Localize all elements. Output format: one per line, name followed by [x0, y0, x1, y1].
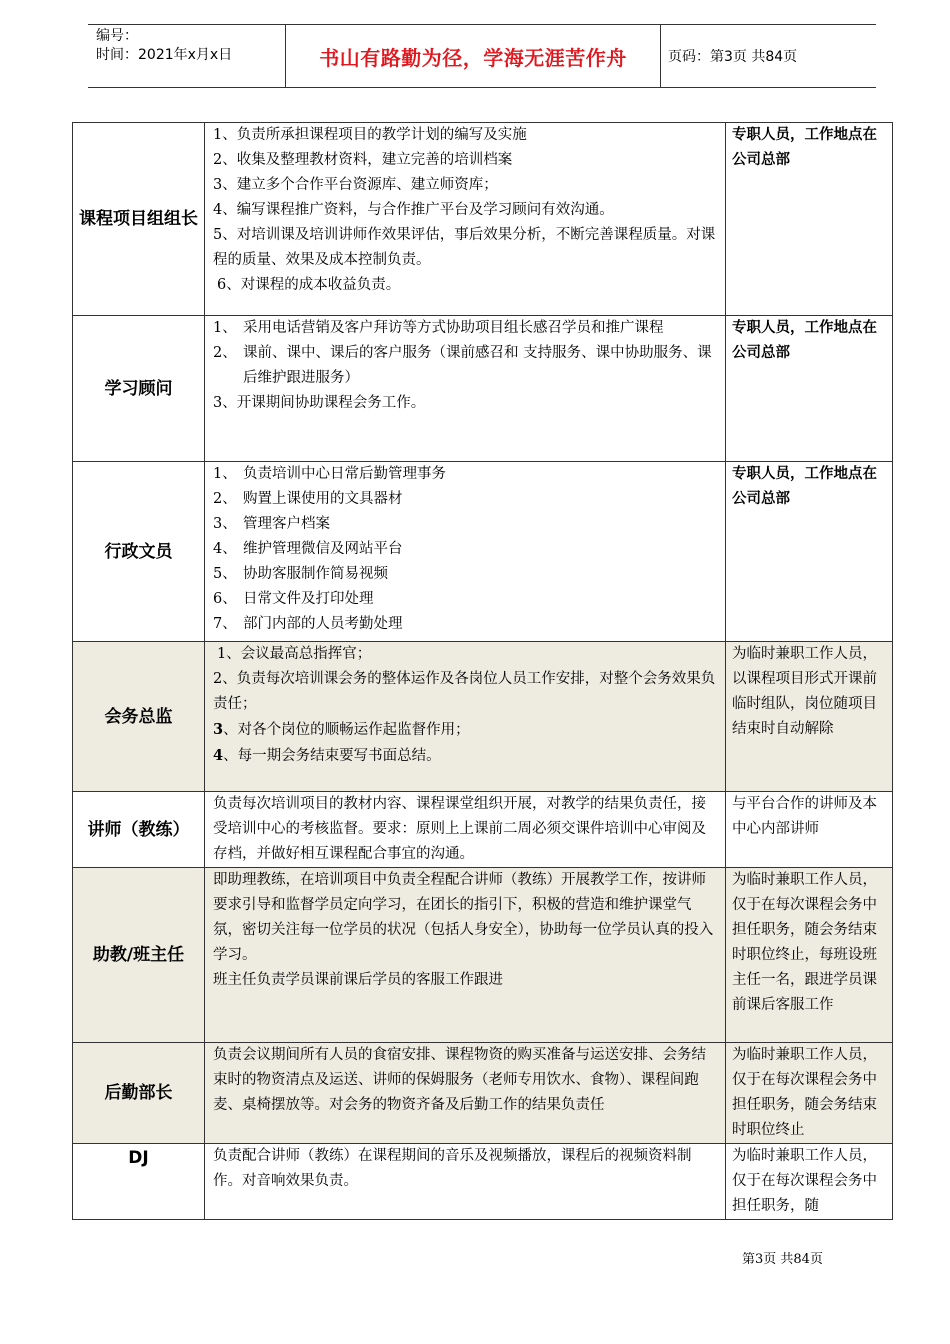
table-row — [73, 1144, 893, 1220]
item-text: 负责培训中心日常后勤管理事务 — [243, 466, 446, 482]
page-header — [88, 24, 876, 88]
table-row — [73, 1043, 893, 1144]
duty-item: 2、负责每次培训课会务的整体运作及各岗位人员工作安排，对整个会务效果负责任； — [213, 671, 716, 712]
item-text: 采用电话营销及客户拜访等方式协助项目组长感召学员和推广课程 — [243, 320, 664, 336]
item-text: 协助客服制作简易视频 — [243, 566, 388, 582]
duty-cell — [205, 123, 726, 316]
duty-cell — [205, 868, 726, 1043]
duty-item: 3、建立多个合作平台资源库、建立师资库； — [213, 177, 498, 193]
duty-item — [213, 612, 719, 637]
duty-item — [213, 316, 719, 341]
duty-cell: 负责配合讲师（教练）在课程期间的音乐及视频播放，课程后的视频资料制作。对音响效果负责。 — [205, 1144, 726, 1220]
duty-item: 6、对课程的成本收益负责。 — [217, 277, 401, 293]
duty-item: 5、对培训课及培训讲师作效果评估，事后效果分析，不断完善课程质量。对课程的质量、效果及成本控制负责。 — [213, 227, 716, 268]
note-cell: 为临时兼职工作人员，仅于在每次课程会务中担任职务，随会务结束时职位终止 — [726, 1043, 893, 1144]
duty-item — [213, 512, 719, 537]
item-text: 课前、课中、课后的客户服务（课前感召和 支持服务、课中协助服务、课后维护跟进服务） — [243, 345, 712, 386]
role-cell: 学习顾问 — [73, 316, 205, 462]
item-number: 3 — [213, 721, 224, 738]
item-number: 4、 — [213, 541, 237, 557]
table-row — [73, 123, 893, 316]
duty-item — [213, 537, 719, 562]
role-cell: 助教/班主任 — [73, 868, 205, 1043]
note-cell: 专职人员，工作地点在公司总部 — [726, 316, 893, 462]
duty-cell: 负责每次培训项目的教材内容、课程课堂组织开展，对教学的结果负责任，接受培训中心的考核监督。要求：原则上上课前二周必须交课件培训中心审阅及存档，并做好相互课程配合事宜的沟通。 — [205, 792, 726, 868]
header-page-info: 页码：第3页 共84页 — [668, 49, 798, 65]
duty-cell — [205, 642, 726, 792]
duty-item — [213, 743, 719, 769]
table-row — [73, 316, 893, 462]
item-text: 维护管理微信及网站平台 — [243, 541, 403, 557]
serial-label: 编号： — [96, 28, 138, 44]
duty-item — [213, 487, 719, 512]
item-number: 5、 — [213, 566, 237, 582]
table-row — [73, 462, 893, 642]
duty-item: 4、编写课程推广资料，与合作推广平台及学习顾问有效沟通。 — [213, 202, 614, 218]
role-cell: 行政文员 — [73, 462, 205, 642]
item-number: 4 — [213, 747, 224, 764]
duty-item: 1、负责所承担课程项目的教学计划的编写及实施 — [213, 127, 527, 143]
table-row — [73, 792, 893, 868]
item-text: 管理客户档案 — [243, 516, 330, 532]
duty-item: 3、开课期间协助课程会务工作。 — [213, 395, 426, 411]
item-text: 、对各个岗位的顺畅运作起监督作用； — [223, 722, 470, 738]
item-text: 、每一期会务结束要写书面总结。 — [223, 748, 441, 764]
duty-item — [213, 562, 719, 587]
time-label: 时间：2021年x月x日 — [96, 47, 233, 63]
note-cell: 与平台合作的讲师及本中心内部讲师 — [726, 792, 893, 868]
item-text: 部门内部的人员考勤处理 — [243, 616, 403, 632]
role-cell: 后勤部长 — [73, 1043, 205, 1144]
duty-item — [213, 717, 719, 743]
table-row — [73, 868, 893, 1043]
duty-item: 2、收集及整理教材资料，建立完善的培训档案 — [213, 152, 513, 168]
note-cell: 专职人员，工作地点在公司总部 — [726, 123, 893, 316]
note-cell: 为临时兼职工作人员，仅于在每次课程会务中担任职务，随会务结束时职位终止，每班设班主任一名，跟进学员课前课后客服工作 — [726, 868, 893, 1043]
duty-item — [213, 587, 719, 612]
item-number: 1、 — [213, 320, 237, 336]
item-text: 购置上课使用的文具器材 — [243, 491, 403, 507]
duty-item — [213, 341, 719, 391]
duty-cell: 负责会议期间所有人员的食宿安排、课程物资的购买准备与运送安排、会务结束时的物资清点及运送、讲师的保姆服务（老师专用饮水、食物）、课程间跑麦、桌椅摆放等。对会务的物资齐备及后勤工作的结果负责任 — [205, 1043, 726, 1144]
header-motto: 书山有路勤为径，学海无涯苦作舟 — [319, 45, 627, 70]
duty-item: 班主任负责学员课前课后学员的客服工作跟进 — [213, 972, 503, 988]
header-divider — [660, 25, 661, 87]
table-row — [73, 642, 893, 792]
duty-table — [72, 122, 893, 1220]
item-number: 2、 — [213, 345, 237, 361]
item-text: 日常文件及打印处理 — [243, 591, 374, 607]
note-cell: 为临时兼职工作人员，仅于在每次课程会务中担任职务，随 — [726, 1144, 893, 1220]
item-number: 1、 — [213, 466, 237, 482]
item-number: 6、 — [213, 591, 237, 607]
duty-item: 即助理教练，在培训项目中负责全程配合讲师（教练）开展教学工作，按讲师要求引导和监督学员定向学习，在团长的指引下，积极的营造和维护课堂气氛，密切关注每一位学员的状况（包括人身安全），协助每一位学员认真的投入学习。 — [213, 872, 714, 963]
item-number: 2、 — [213, 491, 237, 507]
duty-cell — [205, 462, 726, 642]
item-number: 7、 — [213, 616, 237, 632]
duty-item — [213, 462, 719, 487]
role-cell: 课程项目组组长 — [73, 123, 205, 316]
note-cell: 专职人员，工作地点在公司总部 — [726, 462, 893, 642]
item-number: 3、 — [213, 516, 237, 532]
duty-cell — [205, 316, 726, 462]
role-cell: 讲师（教练） — [73, 792, 205, 868]
page-footer: 第3页 共84页 — [742, 1252, 823, 1267]
role-cell: 会务总监 — [73, 642, 205, 792]
duty-item: 1、会议最高总指挥官； — [217, 646, 372, 662]
note-cell: 为临时兼职工作人员，以课程项目形式开课前临时组队，岗位随项目结束时自动解除 — [726, 642, 893, 792]
header-meta — [96, 27, 286, 65]
role-cell: DJ — [73, 1144, 205, 1220]
